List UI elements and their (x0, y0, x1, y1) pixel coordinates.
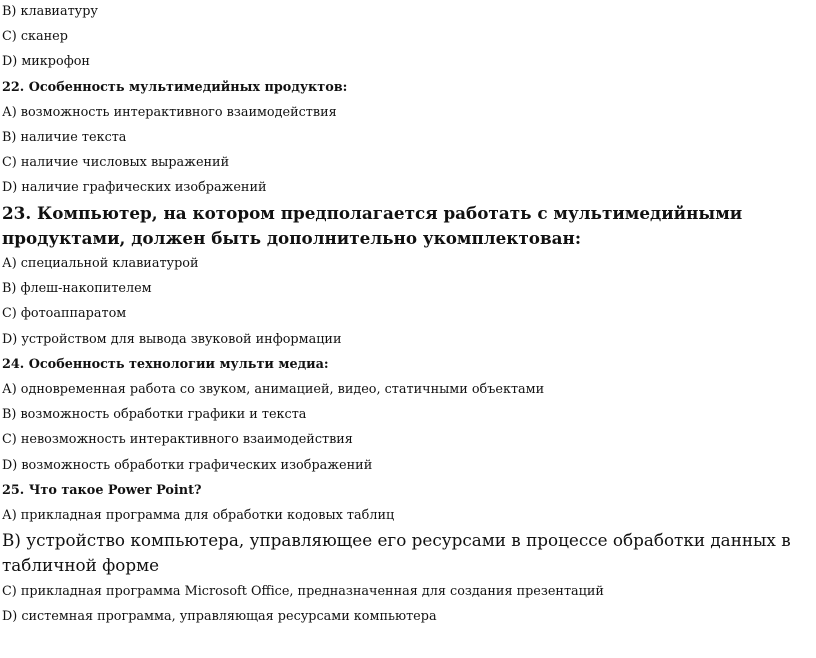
answer-option: D) наличие графических изображений (2, 180, 267, 196)
answer-option: В) возможность обработки графики и текста (2, 407, 307, 423)
answer-option: D) системная программа, управляющая ресурсами компьютера (2, 608, 437, 624)
answer-option: А) одновременная работа со звуком, анимацией, видео, статичными объектами (2, 382, 545, 398)
question-title: 22. Особенность мультимедийных продуктов: (2, 79, 348, 95)
answer-option: С) невозможность интерактивного взаимодействия (2, 432, 353, 448)
answer-option: D) микрофон (2, 54, 90, 70)
answer-option: А) специальной клавиатурой (2, 256, 199, 272)
answer-option: А) возможность интерактивного взаимодействия (2, 104, 337, 120)
answer-option: А) прикладная программа для обработки кодовых таблиц (2, 508, 395, 524)
answer-option: С) прикладная программа Microsoft Office, предназначенная для создания презентаций (2, 583, 604, 599)
answer-option: D) устройством для вывода звуковой информации (2, 331, 342, 347)
question-title: 23. Компьютер, на котором предполагается работать с мультимедийными продуктами, должен быть дополнительно укомплектован: (2, 202, 743, 248)
answer-option: С) наличие числовых выражений (2, 155, 230, 171)
answer-option: D) возможность обработки графических изображений (2, 457, 373, 473)
answer-option: С) сканер (2, 29, 68, 45)
answer-option: В) флеш-накопителем (2, 281, 152, 297)
answer-option: В) наличие текста (2, 130, 127, 146)
answer-option: В) клавиатуру (2, 4, 98, 19)
question-title: 24. Особенность технологии мульти медиа: (2, 356, 329, 372)
answer-option: В) устройство компьютера, управляющее его ресурсами в процессе обработки данных в табличной форме (2, 530, 791, 576)
question-title: 25. Что такое Power Point? (2, 482, 202, 498)
answer-option: С) фотоаппаратом (2, 306, 127, 322)
